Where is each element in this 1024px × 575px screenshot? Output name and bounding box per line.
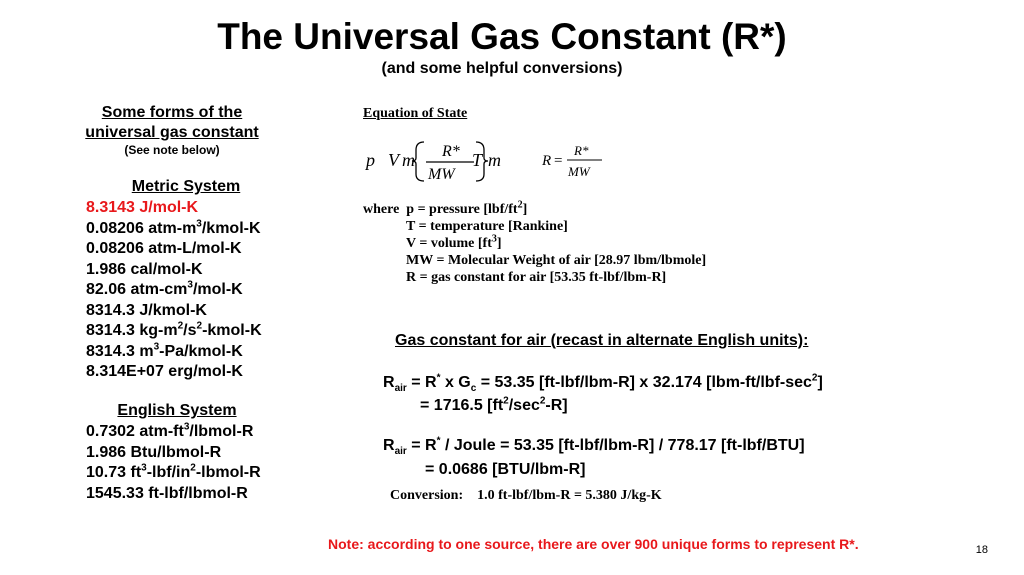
def-pre: V = volume [ft (406, 236, 492, 251)
english-item-pre: 1.986 Btu/lbmol-R (86, 443, 222, 461)
rair-line2 (420, 397, 568, 415)
rair-l3a: = R (406, 437, 437, 454)
rair-sub: air (394, 383, 407, 395)
equation-of-state-formula (362, 136, 522, 186)
def-post: ] (522, 202, 528, 217)
rair-sub2: air (394, 446, 407, 458)
metric-item-sup2: 2 (196, 320, 203, 332)
def-post: ] (496, 236, 502, 251)
english-item-sup2: 2 (190, 462, 196, 474)
conversion-label: Conversion: (390, 488, 464, 503)
metric-item-pre: 8314.3 kg-m (86, 322, 178, 339)
conversion-value: 1.0 ft-lbf/lbm-R = 5.380 J/kg-K (477, 488, 662, 503)
forms-heading-line1: Some forms of the (101, 104, 243, 121)
rair-line1 (383, 372, 823, 395)
english-item-post: /lbmol-R (189, 423, 254, 440)
metric-item (86, 362, 262, 383)
metric-item (86, 219, 262, 240)
metric-item-pre: 8.314E+07 erg/mol-K (86, 363, 243, 380)
where-label: where (363, 202, 400, 217)
metric-item (86, 280, 262, 301)
english-item-pre: 10.73 ft (86, 464, 142, 481)
def-pre: R = gas constant for air [53.35 ft-lbf/lbm-R] (406, 270, 667, 285)
metric-item (86, 321, 262, 342)
metric-item-pre: 82.06 atm-cm (86, 281, 188, 298)
rair-l1-sup: 2 (811, 372, 818, 384)
def-pre: MW = Molecular Weight of air [28.97 lbm/lbmole] (406, 253, 707, 268)
def-temperature (363, 218, 706, 235)
rdef-rstar: R* (574, 143, 589, 158)
eq-p: p (366, 150, 375, 170)
rair-l2a: = 1716.5 [ft (420, 397, 504, 414)
english-heading-text: English System (117, 402, 237, 419)
page-number: 18 (975, 544, 988, 556)
metric-item-pre: 8314.3 m (86, 342, 154, 360)
footnote: Note: according to one source, there are over 900 unique forms to represent R*. (328, 536, 859, 552)
metric-item-sup: 3 (153, 341, 160, 353)
def-pre: T = temperature [Rankine] (406, 219, 568, 234)
metric-item (86, 260, 262, 281)
rair-l3b: / Joule = 53.35 [ft-lbf/lbm-R] / 778.17 [ft-lbf/BTU] (440, 437, 805, 454)
def-sup: 3 (491, 233, 497, 245)
english-item-post2: -lbmol-R (195, 464, 261, 481)
metric-item (86, 342, 262, 363)
rair-l1a: = R (406, 374, 437, 391)
eq-m: m (402, 150, 415, 170)
english-item (86, 484, 261, 505)
def-pre: p = pressure [lbf/ft (406, 202, 518, 217)
rdef-r: R (542, 153, 552, 169)
metric-item-pre: 1.986 cal/mol-K (86, 260, 203, 278)
page-subtitle: (and some helpful conversions) (381, 60, 623, 77)
rair-l2-sup2: 2 (539, 395, 546, 407)
forms-heading (62, 104, 282, 157)
rair-star2: * (436, 435, 441, 447)
rair-r: R (383, 374, 395, 391)
def-gas-constant (363, 269, 706, 286)
metric-heading (76, 178, 296, 196)
metric-item-pre: 8.3143 J/mol-K (86, 199, 199, 216)
metric-item-pre: 0.08206 atm-m (86, 219, 197, 237)
metric-item-sup: 3 (187, 279, 193, 291)
metric-item-post: /s (183, 322, 197, 339)
rair-l1d: ] (817, 374, 823, 391)
eq-rstar: R* (442, 143, 460, 160)
see-note-text: (See note below) (124, 143, 220, 157)
english-item (86, 443, 261, 464)
def-pressure (406, 199, 528, 217)
rdef-eq: = (554, 153, 563, 169)
metric-item-post2: -kmol-K (202, 322, 262, 339)
metric-list (86, 198, 262, 383)
metric-item (86, 301, 262, 322)
rair-star: * (436, 372, 441, 384)
conversion-line (390, 488, 662, 504)
metric-item (86, 198, 262, 219)
metric-item-sup: 2 (177, 320, 184, 332)
english-heading (67, 402, 287, 420)
metric-item-post: /mol-K (192, 281, 243, 298)
english-list (86, 422, 261, 504)
metric-item (86, 239, 262, 260)
english-item (86, 422, 261, 443)
def-sup: 2 (517, 199, 523, 211)
eq-mw: MW (428, 166, 455, 183)
gas-air-heading: Gas constant for air (recast in alternate English units): (395, 332, 809, 349)
def-volume (363, 235, 706, 252)
metric-heading-text: Metric System (131, 178, 241, 195)
rair-l2-sup1: 2 (503, 395, 509, 407)
rair-r2: R (383, 437, 395, 454)
def-molecular-weight (363, 252, 706, 269)
rair-line3 (383, 435, 805, 458)
variable-definitions (363, 201, 706, 286)
eq-t: T (472, 150, 483, 170)
eq-m2: m (488, 150, 501, 170)
english-item-post: -lbf/in (146, 464, 191, 481)
metric-item-post: /kmol-K (201, 219, 261, 237)
eq-v: V (388, 150, 399, 170)
english-item-pre: 0.7302 atm-ft (86, 423, 184, 440)
page-title: The Universal Gas Constant (R*) (217, 16, 787, 57)
metric-item-post: -Pa/kmol-K (159, 342, 243, 360)
rdef-mw: MW (568, 164, 590, 179)
equation-label: Equation of State (363, 106, 468, 121)
r-definition-formula (540, 140, 610, 184)
english-item-sup: 3 (183, 421, 190, 433)
metric-item-pre: 8314.3 J/kmol-K (86, 301, 207, 319)
forms-heading-line2: universal gas constant (85, 124, 259, 141)
rair-l1b: x G (440, 374, 471, 391)
metric-item-sup: 3 (196, 218, 202, 230)
rair-l2c: -R] (545, 397, 568, 414)
rair-l2b: /sec (508, 397, 540, 414)
left-brace (412, 142, 424, 181)
metric-item-pre: 0.08206 atm-L/mol-K (86, 240, 242, 257)
english-item-pre: 1545.33 ft-lbf/lbmol-R (86, 484, 248, 502)
english-item (86, 463, 261, 484)
rair-line4: = 0.0686 [BTU/lbm-R] (425, 461, 586, 478)
gc-sub: c (470, 383, 477, 395)
rair-l1c: = 53.35 [ft-lbf/lbm-R] x 32.174 [lbm-ft/lbf-sec (476, 374, 812, 391)
english-item-sup: 3 (141, 462, 147, 474)
